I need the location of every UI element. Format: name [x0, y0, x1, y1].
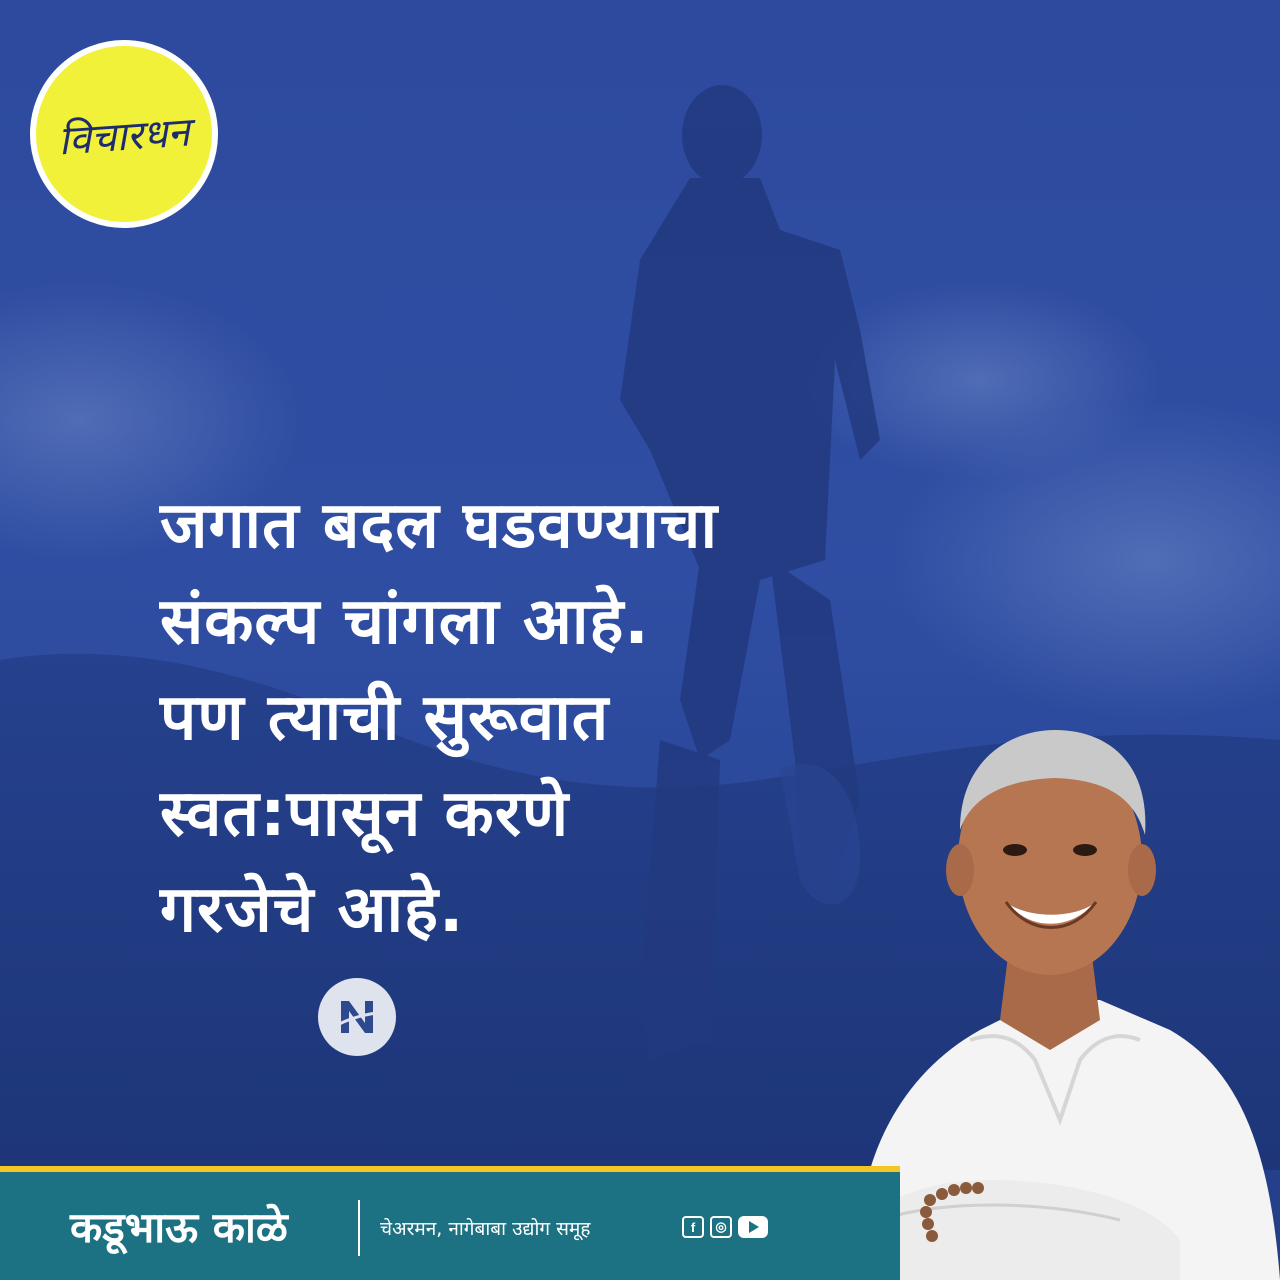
quote-text-block [160, 478, 920, 958]
person-name: कडूभाऊ काळे [70, 1203, 288, 1252]
quote-line: स्वत:पासून करणे [160, 777, 570, 851]
brand-watermark-icon [318, 978, 396, 1056]
quote-line: पण त्याची सुरूवात [160, 681, 610, 755]
social-icons [682, 1216, 768, 1238]
footer-divider [358, 1200, 360, 1256]
youtube-icon[interactable] [738, 1216, 768, 1238]
n-letter-icon [329, 989, 385, 1045]
person-title: चेअरमन, नागेबाबा उद्योग समूह [380, 1218, 591, 1240]
vicharadhan-logo [30, 40, 218, 228]
quote-line: जगात बदल घडवण्याचा [160, 489, 719, 563]
instagram-icon[interactable]: ◎ [710, 1216, 732, 1238]
quote-line: गरजेचे आहे. [160, 873, 465, 947]
facebook-icon[interactable]: f [682, 1216, 704, 1238]
quote-line: संकल्प चांगला आहे. [160, 585, 650, 659]
logo-text: विचारधन [56, 108, 192, 165]
